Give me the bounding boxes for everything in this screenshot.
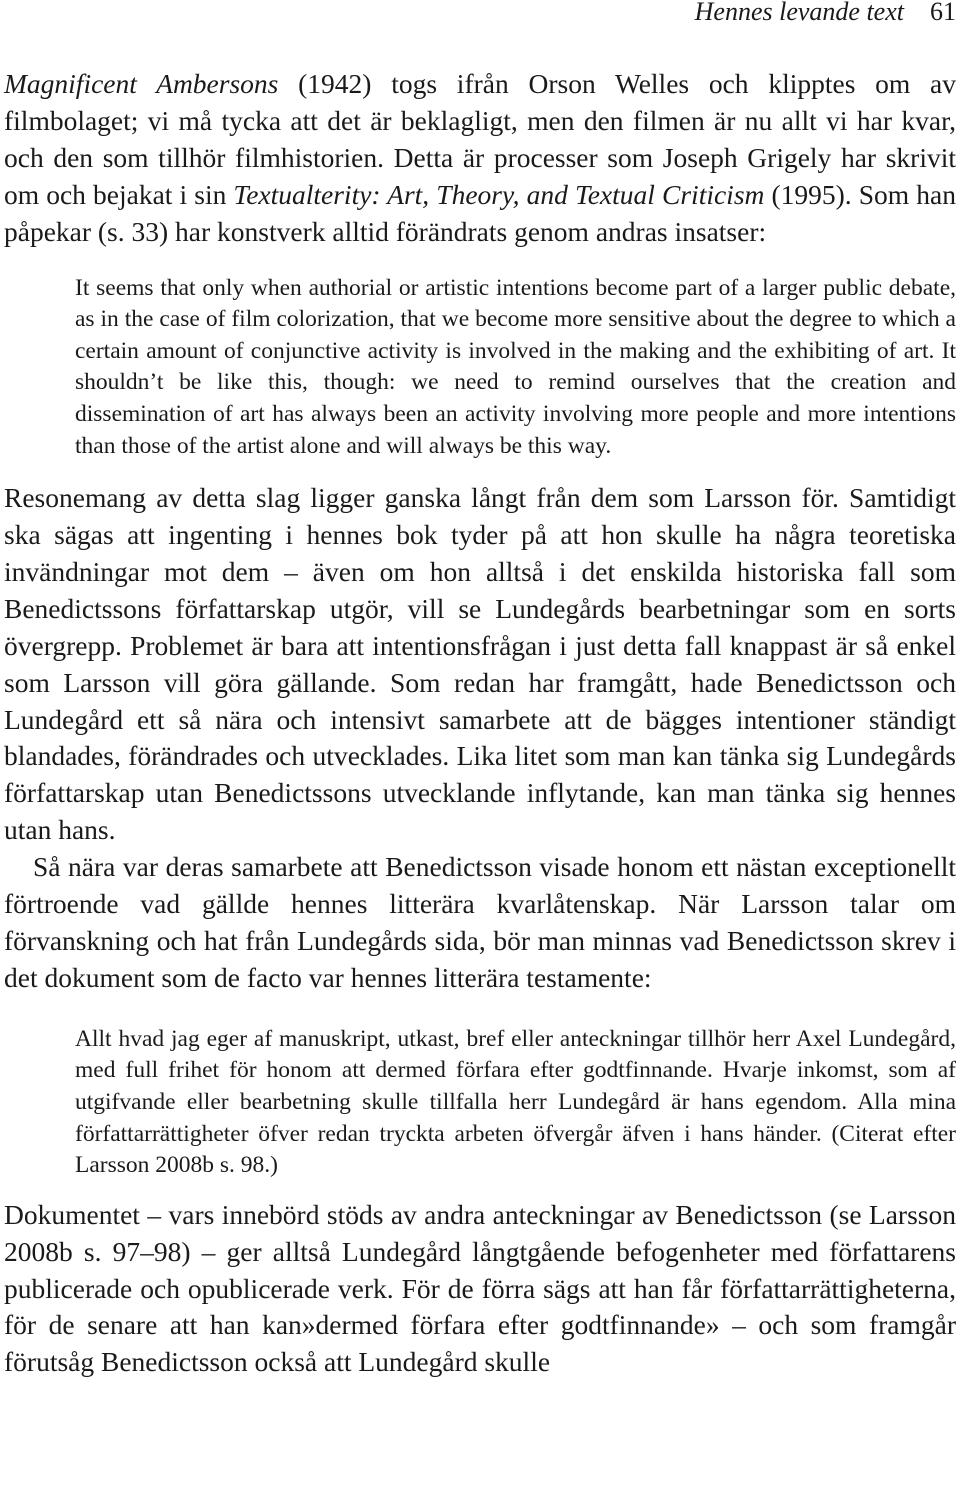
page-number: 61 (930, 0, 956, 26)
film-title: Magnificent Ambersons (4, 68, 279, 99)
paragraph-1-text-b: (1995). Som han påpekar (s. 33) har konstverk alltid förändrats genom andras insatser: (4, 178, 956, 247)
running-head (4, 0, 956, 27)
paragraph-3: Så nära var deras samarbete att Benedictsson visade honom ett nästan exceptionellt förtroende vad gällde hennes litterära kvarlåtenskap. När Larsson talar om förvanskning och hat från Lundegårds sida, bör man minnas vad Benedictsson skrev i det dokument som de facto var hennes litterära testamente: (4, 851, 956, 993)
book-title: Textualterity: Art, Theory, and Textual Criticism (233, 178, 765, 210)
running-head-title: Hennes levande text (694, 0, 904, 26)
paragraph-2: Resonemang av detta slag ligger ganska långt från dem som Larsson för. Samtidigt ska sägas att ingenting i hennes bok tyder på att hon skulle ha några teoretiska invändningar mot dem – även om hon alltså i det enskilda historiska fall som Benedictssons författarskap utgör, vill se Lundegårds bearbetningar som en sorts övergrepp. Problemet är bara att intentionsfrågan i just detta fall knappast är så enkel som Larsson vill göra gällande. Som redan har framgått, hade Benedictsson och Lundegård ett så nära och intensivt samarbete att de bägges intentioner ständigt blandades, förändrades och utvecklades. Lika litet som man kan tänka sig Lundegårds författarskap utan Benedictssons utvecklande inflytande, kan man tänka sig hennes utan hans. (4, 482, 956, 846)
paragraph-1 (4, 66, 956, 251)
book-page (4, 0, 956, 1381)
block-quote-grigely: It seems that only when authorial or artistic intentions become part of a larger public debate, as in the case of film colorization, that we become more sensitive about the degree to which a certain amount of conjunctive activity is involved in the making and the exhibiting of art. It shouldn’t be like this, though: we need to remind ourselves that the creation and dissemination of art has always been an activity involving more people and more intentions than those of the artist alone and will always be this way. (75, 274, 956, 459)
block-quote-benedictsson: Allt hvad jag eger af manuskript, utkast, bref eller anteckningar tillhör herr Axel Lundegård, med full frihet för honom att dermed förfara efter godtfinnande. Hvarje inkomst, som af utgifvande eller bearbetning skulle tillfalla herr Lundegård är hans egendom. Alla mina författarrättigheter öfver redan tryckta arbeten öfvergår äfven i hans händer. (Citerat efter Larsson 2008b s. 98.) (75, 1025, 956, 1179)
paragraph-1-text-a: (1942) togs ifrån Orson Welles och klipptes om av filmbolaget; vi må tycka att det är beklagligt, men den filmen är nu allt vi har kvar, och den som tillhör filmhistorien. Detta är processer som Joseph Grigely har skrivit om och bejakat i sin (4, 68, 957, 210)
paragraph-4: Dokumentet – vars innebörd stöds av andra anteckningar av Benedictsson (se Larsson 2008b s. 97–98) – ger alltså Lundegård långtgående befogenheter med författarens publicerade och opublicerade verk. För de förra sägs att han får författarrättigheterna, för de senare att han kan»dermed förfara efter godtfinnande» – och som framgår förutsåg Benedictsson också att Lundegård skulle (4, 1198, 956, 1378)
